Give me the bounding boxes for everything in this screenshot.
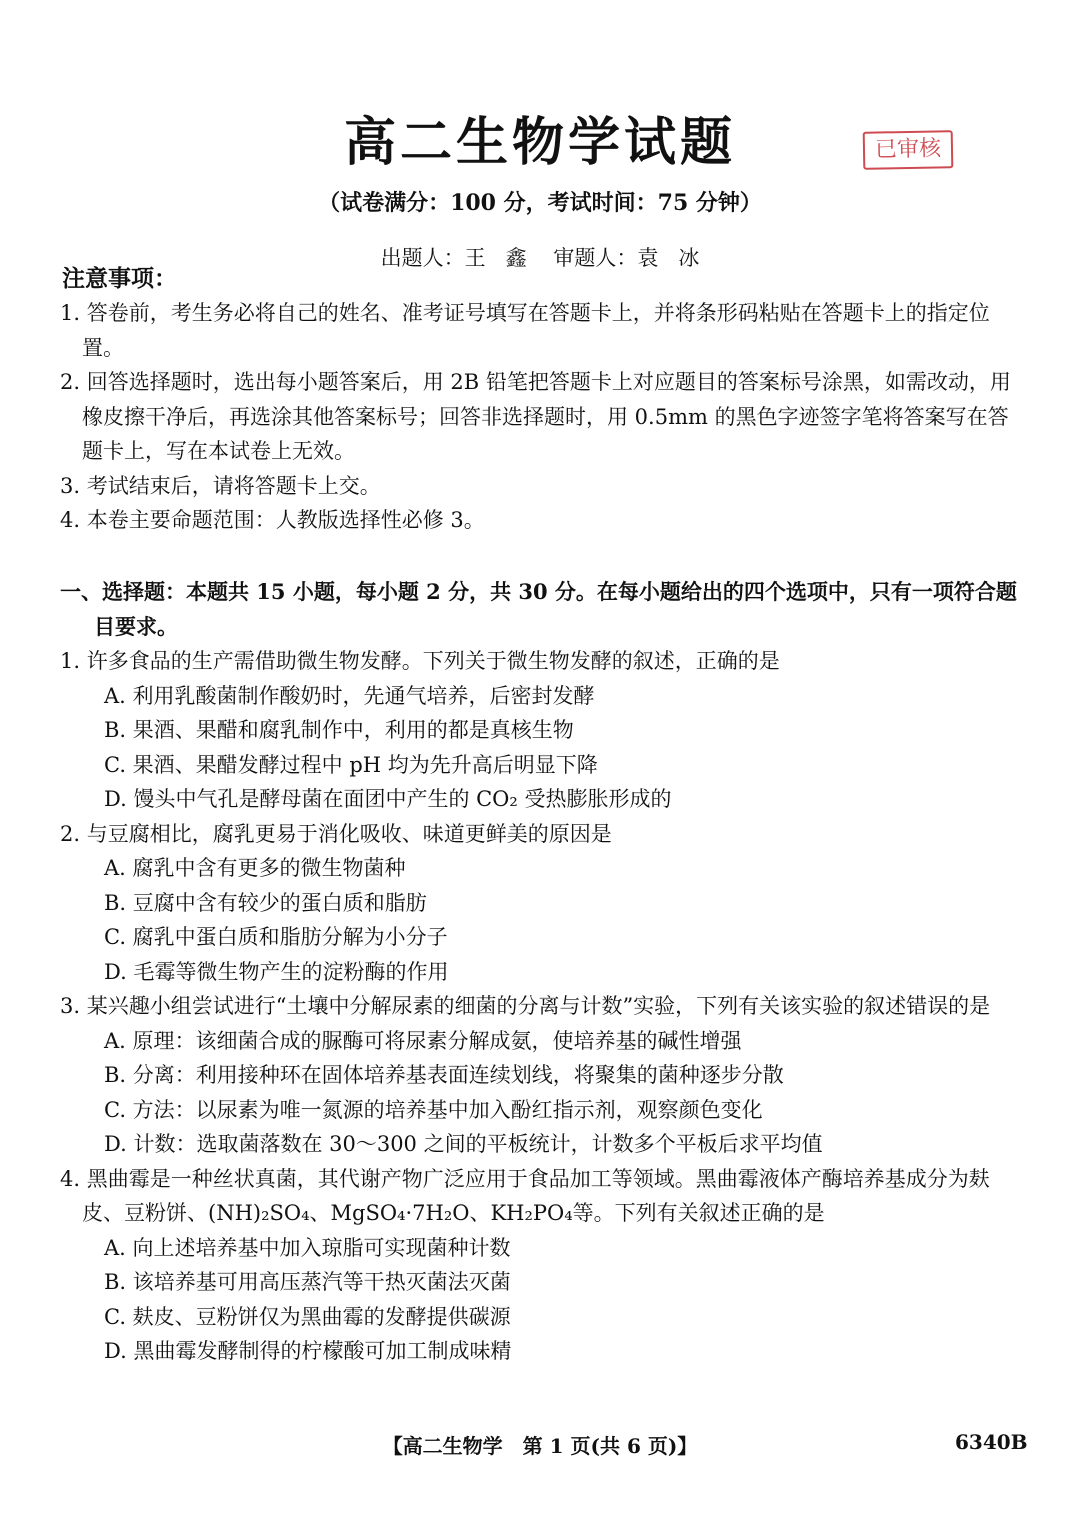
section-heading: 一、选择题：本题共 15 小题，每小题 2 分，共 30 分。在每小题给出的四个选项中，只有一项符合题目要求。 bbox=[60, 579, 1017, 639]
option-a: A. 腐乳中含有更多的微生物菌种 bbox=[104, 856, 406, 880]
page-title: 高二生物学试题 bbox=[343, 112, 736, 173]
option-a: A. 利用乳酸菌制作酸奶时，先通气培养，后密封发酵 bbox=[104, 683, 595, 708]
option-d: D. 计数：选取菌落数在 30～300 之间的平板统计，计数多个平板后求平均值 bbox=[104, 1132, 823, 1156]
option-c: C. 果酒、果醋发酵过程中 pH 均为先升高后明显下降 bbox=[104, 752, 598, 777]
notice-heading: 注意事项： bbox=[62, 266, 177, 292]
option-b: B. 果酒、果醋和腐乳制作中，利用的都是真核生物 bbox=[104, 718, 574, 742]
question-2 bbox=[60, 817, 1026, 990]
option-a: A. 向上述培养基中加入琼脂可实现菌种计数 bbox=[104, 1235, 511, 1260]
page-footer: 【高二生物学 第 1 页(共 6 页)】 bbox=[382, 1434, 698, 1458]
option-b: B. 该培养基可用高压蒸汽等干热灭菌法灭菌 bbox=[104, 1270, 511, 1294]
notice-item: 2. 回答选择题时，选出每小题答案后，用 2B 铅笔把答题卡上对应题目的答案标号涂黑，如需改动，用橡皮擦干净后，再选涂其他答案标号；回答非选择题时，用 0.5mm 的黑色字迹签字笔将答案写在答题卡上，写在本试卷上无效。 bbox=[60, 370, 1011, 463]
question-1 bbox=[60, 644, 1026, 817]
question-stem: 1. 许多食品的生产需借助微生物发酵。下列关于微生物发酵的叙述，正确的是 bbox=[60, 649, 780, 673]
notice-item: 4. 本卷主要命题范围：人教版选择性必修 3。 bbox=[60, 508, 485, 532]
option-a: A. 原理：该细菌合成的脲酶可将尿素分解成氨，使培养基的碱性增强 bbox=[104, 1028, 742, 1053]
option-c: C. 麸皮、豆粉饼仅为黑曲霉的发酵提供碳源 bbox=[104, 1304, 511, 1329]
option-c: C. 方法：以尿素为唯一氮源的培养基中加入酚红指示剂，观察颜色变化 bbox=[104, 1097, 763, 1122]
exam-info: （试卷满分：100 分，考试时间：75 分钟） bbox=[318, 190, 762, 216]
paper-code: 6340B bbox=[955, 1430, 1028, 1454]
question-stem: 2. 与豆腐相比，腐乳更易于消化吸收、味道更鲜美的原因是 bbox=[60, 821, 612, 846]
option-d: D. 黑曲霉发酵制得的柠檬酸可加工制成味精 bbox=[104, 1339, 512, 1363]
question-3 bbox=[60, 989, 1026, 1162]
notice-item: 1. 答卷前，考生务必将自己的姓名、准考证号填写在答题卡上，并将条形码粘贴在答题卡上的指定位置。 bbox=[60, 301, 990, 360]
option-d: D. 馒头中气孔是酵母菌在面团中产生的 CO₂ 受热膨胀形成的 bbox=[104, 787, 672, 811]
notice-item: 3. 考试结束后，请将答题卡上交。 bbox=[60, 473, 381, 498]
question-4 bbox=[60, 1162, 1026, 1369]
question-stem: 4. 黑曲霉是一种丝状真菌，其代谢产物广泛应用于食品加工等领域。黑曲霉液体产酶培养基成分为麸皮、豆粉饼、(NH)₂SO₄、MgSO₄·7H₂O、KH₂PO₄等。下列有关叙述正确的是 bbox=[60, 1166, 990, 1225]
question-stem: 3. 某兴趣小组尝试进行“土壤中分解尿素的细菌的分离与计数”实验，下列有关该实验的叙述错误的是 bbox=[60, 994, 991, 1018]
authors-line: 出题人：王 鑫 审题人：袁 冰 bbox=[380, 246, 700, 270]
option-b: B. 豆腐中含有较少的蛋白质和脂肪 bbox=[104, 890, 427, 915]
option-b: B. 分离：利用接种环在固体培养基表面连续划线，将聚集的菌种逐步分散 bbox=[104, 1063, 784, 1087]
notice-list bbox=[60, 296, 1026, 538]
section-1 bbox=[60, 575, 1026, 1369]
review-stamp: 已审核 bbox=[863, 130, 954, 170]
option-c: C. 腐乳中蛋白质和脂肪分解为小分子 bbox=[104, 925, 448, 949]
option-d: D. 毛霉等微生物产生的淀粉酶的作用 bbox=[104, 959, 449, 984]
